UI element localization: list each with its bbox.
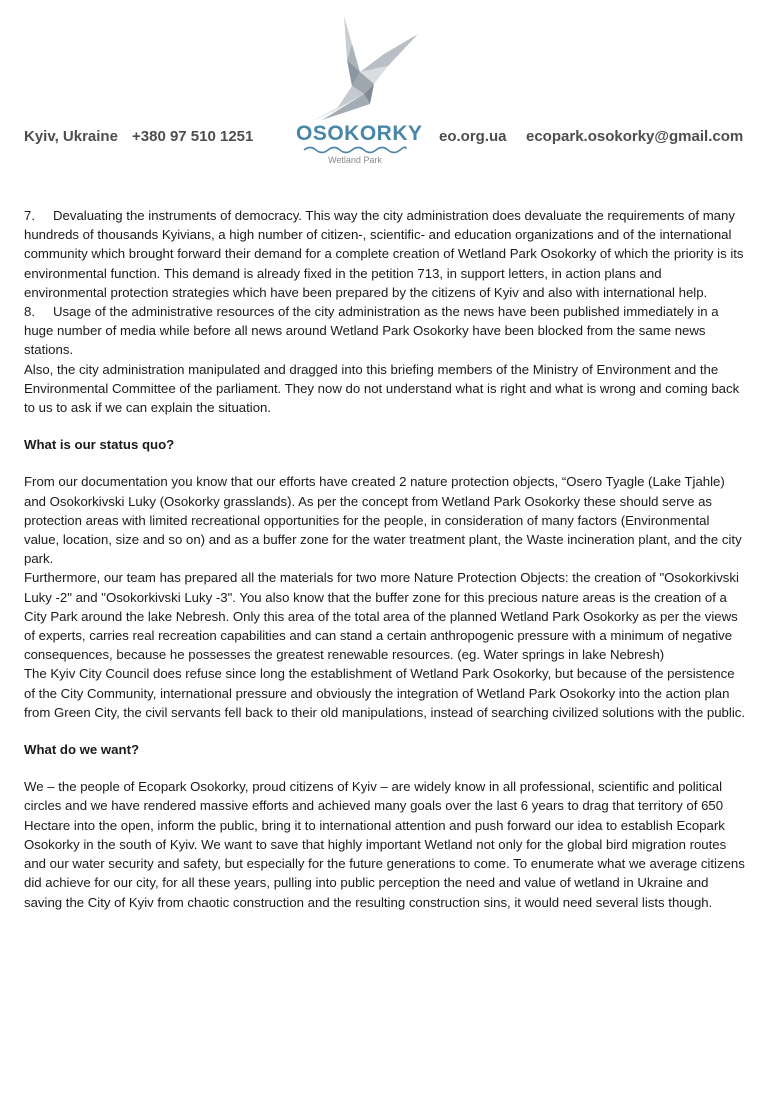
section-heading-status: What is our status quo? [24, 437, 175, 453]
letter-body [24, 206, 746, 912]
item-text: Usage of the administrative resources of the city administration as the news have been published immediately in a huge number of media while before all news around Wetland Park Osokorky have been blocked from the same news stations. [24, 304, 719, 358]
paragraph: We – the people of Ecopark Osokorky, proud citizens of Kyiv – are widely know in all professional, scientific and political circles and we have rendered massive efforts and achieved many goals over the last 6 years to drag that territory of 650 Hectare into the open, inform the public, bring it to international attention and push forward our idea to establish Ecopark Osokorky in the south of Kyiv. We want to save that highly important Wetland not only for the global bird migration routes and our water security and safety, but especially for the future generations to come. To enumerate what we average citizens did achieve for our city, for all these years, pulling into public perception the need and value of wetland in Ukraine and saving the City of Kyiv from chaotic construction and the resulting construction sins, it would need several lists though. [24, 779, 745, 910]
item-number: 8. [24, 304, 35, 320]
item-number: 7. [24, 208, 35, 223]
section-heading-want: What do we want? [24, 742, 140, 758]
email-link[interactable]: ecopark.osokorky@gmail.com [526, 128, 744, 145]
item-text: Devaluating the instruments of democracy. This way the city administration does devaluate the requirements of many hundreds of thousands Kyivians, a high number of citizen-, scientific- and education organizations and of the international community which brought forward their demand for a complete creation of Wetland Park Osokorky of which the priority is its environmental function. This demand is already fixed in the petition 713, in support letters, in action plans and environmental protection strategies which have been prepared by the citizens of Kyiv and also with international help. [24, 208, 744, 300]
numbered-item-7 [24, 206, 746, 302]
paragraph: Also, the city administration manipulated and dragged into this briefing members of the Ministry of Environment and the Environmental Committee of the parliament. They now do not understand what is right and what is wrong and coming back to us to ask if we can explain the situation. [24, 361, 740, 416]
city-label: Kyiv, Ukraine [24, 128, 118, 145]
letterhead [0, 0, 768, 180]
paragraph: From our documentation you know that our efforts have created 2 nature protection objects, “Osero Tyagle (Lake Tjahle) and Osokorkivski Luky (Osokorky grasslands). As per the concept from Wetland Park Osokorky these should serve as protection areas with limited recreational opportunities for the people, in consideration of many factors (Environmental value, location, size and so on) and as a buffer zone for the water treatment plant, the Waste incineration plant, and the city park. [24, 474, 742, 567]
logo-subtitle: Wetland Park [328, 155, 382, 165]
paragraph: The Kyiv City Council does refuse since long the establishment of Wetland Park Osokorky, but because of the persistence of the City Community, international pressure and obviously the integration of Wetland Park Osokorky into the action plan from Green City, the civil servants fell back to their old manipulations, instead of searching civilized solutions with the public. [24, 666, 746, 720]
website-link[interactable]: eo.org.ua [439, 128, 507, 145]
wave-icon [302, 145, 408, 155]
heron-bird-icon [300, 14, 420, 126]
phone-number: +380 97 510 1251 [132, 128, 254, 145]
paragraph: Furthermore, our team has prepared all the materials for two more Nature Protection Objects: the creation of "Osokorkivski Luky -2" and "Osokorkivski Luky -3". You also know that the buffer zone for this precious nature areas is the creation of a City Park around the lake Nebresh. Only this area of the total area of the planned Wetland Park Osokorky as per the views of experts, carries real recreation capabilities and can stand a certain anthropogenic pressure with a minimum of negative consequences, because he possesses the greatest renewable resources. (eg. Water springs in lake Nebresh) [24, 570, 739, 663]
numbered-item-8 [24, 302, 746, 360]
logo-wordmark: OSOKORKY [296, 122, 423, 145]
